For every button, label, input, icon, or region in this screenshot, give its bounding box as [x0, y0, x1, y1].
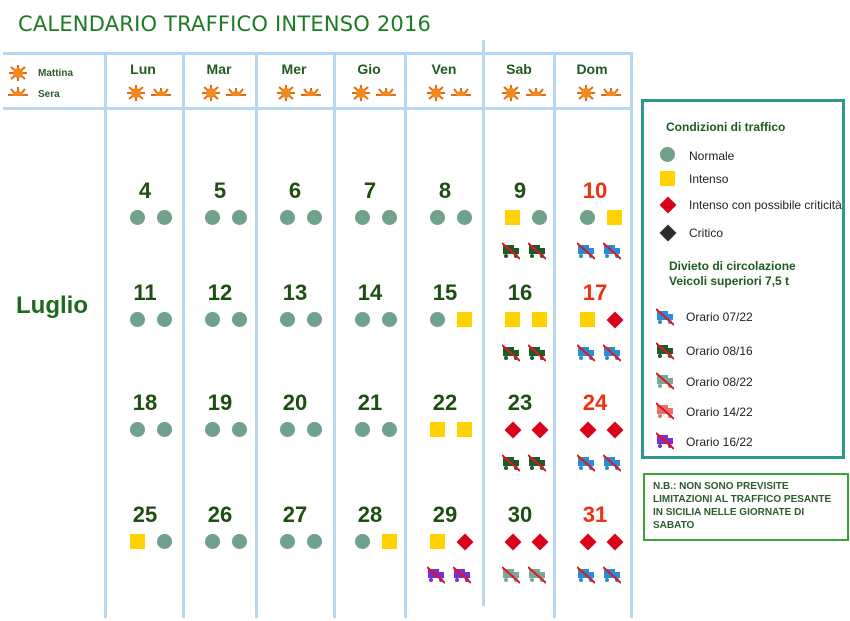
legend-ban-08-22: Orario 08/22 [686, 375, 753, 389]
day-number: 30 [507, 502, 533, 527]
truck-ban-08-16-icon [502, 454, 520, 472]
legend-evening-label: Sera [38, 89, 60, 100]
evening-sun-icon [600, 85, 622, 101]
normal-traffic-icon [280, 210, 295, 225]
day-number: 23 [507, 390, 533, 415]
evening-sun-icon [225, 85, 247, 101]
day-header-sat: Sab [506, 61, 532, 77]
possible-criticality-icon [505, 534, 522, 551]
normal-traffic-icon [232, 312, 247, 327]
normal-traffic-icon [130, 422, 145, 437]
normal-traffic-icon [307, 210, 322, 225]
normal-traffic-icon [280, 312, 295, 327]
legend-morning-label: Mattina [38, 68, 73, 79]
normal-traffic-icon [355, 534, 370, 549]
day-number: 29 [432, 502, 458, 527]
grid-line [104, 52, 107, 618]
day-header-mon: Lun [130, 61, 156, 77]
evening-sun-icon [6, 86, 30, 100]
day-number: 24 [582, 390, 608, 415]
truck-ban-07-22-icon [577, 454, 595, 472]
page-title: CALENDARIO TRAFFICO INTENSO 2016 [18, 12, 432, 36]
day-number: 4 [138, 178, 152, 203]
intense-traffic-icon [457, 312, 472, 327]
normal-traffic-icon [232, 210, 247, 225]
grid-line [404, 52, 407, 618]
truck-ban-08-22-icon [528, 566, 546, 584]
day-number: 12 [207, 280, 233, 305]
possible-criticality-icon [505, 422, 522, 439]
intense-traffic-icon [607, 210, 622, 225]
normal-traffic-icon [157, 210, 172, 225]
truck-ban-08-22-icon [656, 372, 674, 390]
normal-traffic-icon [157, 312, 172, 327]
day-number: 31 [582, 502, 608, 527]
possible-criticality-icon [607, 422, 624, 439]
truck-ban-08-16-icon [502, 344, 520, 362]
truck-ban-14-22-icon [656, 402, 674, 420]
legend-ban-16-22: Orario 16/22 [686, 435, 753, 449]
evening-sun-icon [150, 85, 172, 101]
possible-criticality-icon [532, 534, 549, 551]
grid-line [182, 52, 185, 618]
day-number: 7 [363, 178, 377, 203]
intense-traffic-icon [430, 422, 445, 437]
day-number: 11 [133, 280, 157, 305]
day-header-tue: Mar [206, 61, 232, 77]
possible-criticality-icon [457, 534, 474, 551]
normal-traffic-icon [382, 422, 397, 437]
intense-traffic-icon [660, 171, 675, 186]
normal-traffic-icon [157, 422, 172, 437]
normal-traffic-icon [457, 210, 472, 225]
normal-traffic-icon [157, 534, 172, 549]
truck-ban-08-16-icon [656, 342, 674, 360]
normal-traffic-icon [307, 422, 322, 437]
day-number: 15 [432, 280, 458, 305]
legend-box [641, 99, 845, 459]
normal-traffic-icon [205, 534, 220, 549]
normal-traffic-icon [307, 312, 322, 327]
day-number: 21 [357, 390, 383, 415]
normal-traffic-icon [232, 422, 247, 437]
day-number: 6 [288, 178, 302, 203]
legend-ban-14-22: Orario 14/22 [686, 405, 753, 419]
truck-ban-08-16-icon [528, 242, 546, 260]
normal-traffic-icon [307, 534, 322, 549]
morning-sun-icon [6, 64, 30, 82]
truck-ban-08-22-icon [502, 566, 520, 584]
intense-traffic-icon [457, 422, 472, 437]
normal-traffic-icon [355, 422, 370, 437]
day-number: 14 [357, 280, 383, 305]
day-number: 22 [432, 390, 458, 415]
legend-intenso: Intenso [689, 172, 729, 186]
grid-line [255, 52, 258, 618]
possible-criticality-icon [607, 534, 624, 551]
truck-ban-07-22-icon [603, 344, 621, 362]
normal-traffic-icon [382, 210, 397, 225]
morning-sun-icon [500, 85, 522, 101]
day-header-thu: Gio [357, 61, 381, 77]
legend-ban-08-16: Orario 08/16 [686, 344, 753, 358]
truck-ban-07-22-icon [656, 308, 674, 326]
normal-traffic-icon [430, 210, 445, 225]
possible-criticality-icon [660, 197, 677, 214]
truck-ban-07-22-icon [577, 242, 595, 260]
normal-traffic-icon [130, 312, 145, 327]
normal-traffic-icon [660, 147, 675, 162]
legend-ban-07-22: Orario 07/22 [686, 310, 753, 324]
normal-traffic-icon [205, 210, 220, 225]
normal-traffic-icon [280, 534, 295, 549]
critical-traffic-icon [660, 225, 677, 242]
day-number: 10 [582, 178, 608, 203]
intense-traffic-icon [532, 312, 547, 327]
normal-traffic-icon [130, 210, 145, 225]
truck-ban-16-22-icon [427, 566, 445, 584]
note-box: N.B.: NON SONO PREVISITE LIMITAZIONI AL TRAFFICO PESANTE IN SICILIA NELLE GIORNATE DI SABATO [643, 473, 849, 541]
day-number: 19 [207, 390, 233, 415]
day-number: 5 [213, 178, 227, 203]
day-number: 26 [207, 502, 233, 527]
evening-sun-icon [300, 85, 322, 101]
day-number: 13 [282, 280, 308, 305]
truck-ban-08-16-icon [528, 344, 546, 362]
intense-traffic-icon [382, 534, 397, 549]
grid-line [333, 52, 336, 618]
day-number: 20 [282, 390, 308, 415]
intense-traffic-icon [505, 312, 520, 327]
legend-criticita: Intenso con possibile criticità [689, 198, 842, 212]
truck-ban-08-16-icon [502, 242, 520, 260]
normal-traffic-icon [232, 534, 247, 549]
legend-conditions-title: Condizioni di traffico [666, 120, 786, 134]
month-label: Luglio [16, 292, 88, 319]
day-header-wed: Mer [281, 61, 307, 77]
day-number: 25 [132, 502, 158, 527]
intense-traffic-icon [505, 210, 520, 225]
truck-ban-16-22-icon [656, 432, 674, 450]
legend-divieto-title-1: Divieto di circolazione [669, 259, 796, 273]
truck-ban-07-22-icon [603, 454, 621, 472]
possible-criticality-icon [607, 312, 624, 329]
morning-sun-icon [125, 85, 147, 101]
morning-sun-icon [575, 85, 597, 101]
day-header-sun: Dom [576, 61, 608, 77]
truck-ban-07-22-icon [577, 344, 595, 362]
normal-traffic-icon [355, 210, 370, 225]
morning-sun-icon [200, 85, 222, 101]
grid-line [3, 107, 633, 110]
normal-traffic-icon [382, 312, 397, 327]
legend-critico: Critico [689, 226, 724, 240]
truck-ban-07-22-icon [603, 242, 621, 260]
morning-sun-icon [425, 85, 447, 101]
grid-line [3, 52, 633, 55]
normal-traffic-icon [430, 312, 445, 327]
normal-traffic-icon [532, 210, 547, 225]
evening-sun-icon [525, 85, 547, 101]
morning-sun-icon [350, 85, 372, 101]
grid-line [630, 52, 633, 618]
intense-traffic-icon [580, 312, 595, 327]
grid-line [482, 40, 485, 606]
day-number: 17 [582, 280, 608, 305]
possible-criticality-icon [580, 534, 597, 551]
truck-ban-07-22-icon [577, 566, 595, 584]
day-number: 27 [282, 502, 308, 527]
truck-ban-16-22-icon [453, 566, 471, 584]
intense-traffic-icon [130, 534, 145, 549]
evening-sun-icon [450, 85, 472, 101]
day-number: 9 [513, 178, 527, 203]
possible-criticality-icon [532, 422, 549, 439]
legend-normale: Normale [689, 149, 735, 163]
normal-traffic-icon [205, 422, 220, 437]
normal-traffic-icon [580, 210, 595, 225]
evening-sun-icon [375, 85, 397, 101]
day-number: 16 [507, 280, 533, 305]
day-number: 18 [132, 390, 158, 415]
truck-ban-07-22-icon [603, 566, 621, 584]
intense-traffic-icon [430, 534, 445, 549]
day-number: 8 [438, 178, 452, 203]
legend-divieto-title-2: Veicoli superiori 7,5 t [669, 274, 790, 288]
possible-criticality-icon [580, 422, 597, 439]
day-number: 28 [357, 502, 383, 527]
morning-sun-icon [275, 85, 297, 101]
normal-traffic-icon [280, 422, 295, 437]
day-header-fri: Ven [431, 61, 457, 77]
grid-line [553, 52, 556, 618]
normal-traffic-icon [205, 312, 220, 327]
normal-traffic-icon [355, 312, 370, 327]
truck-ban-08-16-icon [528, 454, 546, 472]
